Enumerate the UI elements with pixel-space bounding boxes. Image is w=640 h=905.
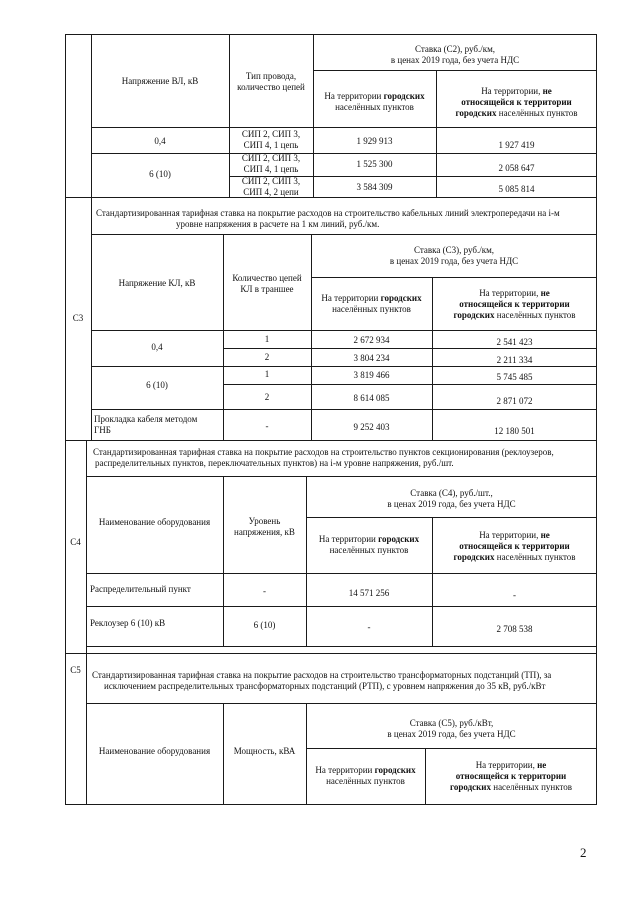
grid-line [91, 153, 597, 154]
c3-gnb-urban: 9 252 403 [353, 422, 390, 432]
c5-urban-head: На территории городских населённых пунктов [315, 765, 416, 786]
c4-rate-head: Ставка (С4), руб./шт., в ценах 2019 года, без учета НДС [387, 488, 516, 509]
c3-title: Стандартизированная тарифная ставка на покрытие расходов на строительство кабельных линий электропередачи на i-м уровне напряжения в расчете на 1 км линий, руб./км. [96, 208, 560, 229]
c3-code: С3 [72, 313, 84, 323]
c2-row-wire: СИП 2, СИП 3, СИП 4, 1 цепь [241, 129, 301, 150]
grid-line [306, 748, 597, 749]
grid-line [313, 70, 597, 71]
c3-row-count: 1 [264, 369, 270, 379]
grid-line [223, 384, 597, 385]
grid-line [86, 573, 597, 574]
grid-line [311, 277, 597, 278]
c3-row-rural: 2 211 334 [496, 355, 533, 365]
c2-row-voltage: 0,4 [154, 136, 166, 146]
c3-col-voltage: Напряжение КЛ, кВ [118, 278, 196, 288]
c3-row-count: 2 [264, 392, 270, 402]
c2-col-voltage: Напряжение ВЛ, кВ [121, 76, 199, 86]
grid-line [86, 606, 597, 607]
c2-row-urban: 3 584 309 [356, 182, 393, 192]
c4-title: Стандартизированная тарифная ставка на покрытие расходов на строительство пунктов секционирования (реклоузеров, распределительных пунктов, переключательных пунктов) на i-м уровне напряжения, руб./шт. [93, 447, 554, 468]
c3-gnb-label: Прокладка кабеля методом ГНБ [94, 414, 198, 435]
c2-row-rural: 2 058 647 [498, 163, 535, 173]
c3-row-urban: 2 672 934 [353, 335, 390, 345]
c4-row-name: Реклоузер 6 (10) кВ [90, 618, 166, 628]
c3-row-rural: 2 541 423 [496, 337, 533, 347]
c4-urban-head: На территории городских населённых пунктов [318, 534, 420, 555]
c2-rural-head: На территории, не относящейся к территории городских населённых пунктов [455, 86, 578, 118]
grid-line [91, 366, 597, 367]
c2-row-wire: СИП 2, СИП 3, СИП 4, 2 цепи [241, 176, 301, 197]
c2-row-urban: 1 525 300 [356, 159, 393, 169]
c5-title: Стандартизированная тарифная ставка на покрытие расходов на строительство трансформаторных подстанций (ТП), за исключением распределительных трансформаторных подстанций (РТП), с уровнем напряжения до 35 кВ, руб./кВт [92, 670, 552, 691]
c2-row-wire: СИП 2, СИП 3, СИП 4, 1 цепь [241, 153, 301, 174]
c3-rural-head: На территории, не относящейся к территории городских населённых пунктов [453, 288, 576, 320]
grid-line [86, 653, 87, 805]
c3-row-count: 1 [264, 334, 270, 344]
c3-gnb-count: - [265, 421, 269, 431]
grid-line [91, 330, 597, 331]
c4-row-rural: - [513, 590, 516, 600]
c5-col-name: Наименование оборудования [98, 746, 211, 756]
c3-row-urban: 8 614 085 [353, 393, 390, 403]
grid-line [65, 440, 597, 441]
c3-row-urban: 3 819 466 [353, 370, 390, 380]
c4-col-name: Наименование оборудования [98, 517, 211, 527]
c5-rate-head: Ставка (С5), руб./кВт, в ценах 2019 года, без учета НДС [387, 718, 516, 739]
grid-line [91, 127, 597, 128]
c4-row-level: - [263, 586, 266, 596]
c3-col-count: Количество цепей КЛ в траншее [232, 273, 302, 294]
grid-line [91, 234, 597, 235]
c3-row-voltage: 0,4 [151, 342, 163, 352]
c3-row-count: 2 [264, 352, 270, 362]
c2-row-voltage: 6 (10) [149, 169, 171, 179]
grid-line [223, 348, 597, 349]
c2-rate-head: Ставка (С2), руб./км, в ценах 2019 года, без учета НДС [390, 44, 520, 65]
c4-row-rural: 2 708 538 [496, 624, 533, 634]
c4-row-urban: 14 571 256 [348, 588, 390, 598]
c4-rural-head: На территории, не относящейся к территории городских населённых пунктов [453, 530, 576, 562]
c3-row-rural: 5 745 485 [496, 372, 533, 382]
c2-row-rural: 5 085 814 [498, 184, 535, 194]
c3-urban-head: На территории городских населённых пунктов [321, 293, 422, 314]
grid-line [65, 197, 597, 198]
grid-line [86, 703, 597, 704]
grid-line [65, 653, 597, 654]
c3-row-voltage: 6 (10) [146, 380, 168, 390]
c2-col-wire: Тип провода, количество цепей [237, 71, 305, 92]
c3-row-rural: 2 871 072 [496, 396, 533, 406]
c5-rural-head: На территории, не относящейся к территории городских населённых пунктов [449, 760, 573, 792]
grid-line [86, 646, 597, 647]
grid-line [86, 440, 87, 653]
c2-urban-head: На территории городских населённых пунктов [324, 91, 425, 112]
c5-code: С5 [70, 665, 81, 675]
c4-code: С4 [70, 537, 81, 547]
grid-line [306, 517, 597, 518]
c4-col-level: Уровень напряжения, кВ [234, 516, 295, 537]
c3-row-urban: 3 804 234 [353, 353, 390, 363]
c3-gnb-rural: 12 180 501 [494, 426, 535, 436]
c2-row-urban: 1 929 913 [356, 136, 393, 146]
grid-line [86, 476, 597, 477]
c4-row-urban: - [367, 622, 371, 632]
c4-row-level: 6 (10) [253, 620, 276, 630]
c4-row-name: Распределительный пункт [90, 584, 191, 594]
grid-line [91, 409, 597, 410]
page-number: 2 [580, 845, 587, 860]
c3-rate-head: Ставка (С3), руб./км, в ценах 2019 года, без учета НДС [389, 245, 519, 266]
c2-row-rural: 1 927 419 [498, 140, 535, 150]
c5-col-power: Мощность, кВА [233, 746, 296, 756]
